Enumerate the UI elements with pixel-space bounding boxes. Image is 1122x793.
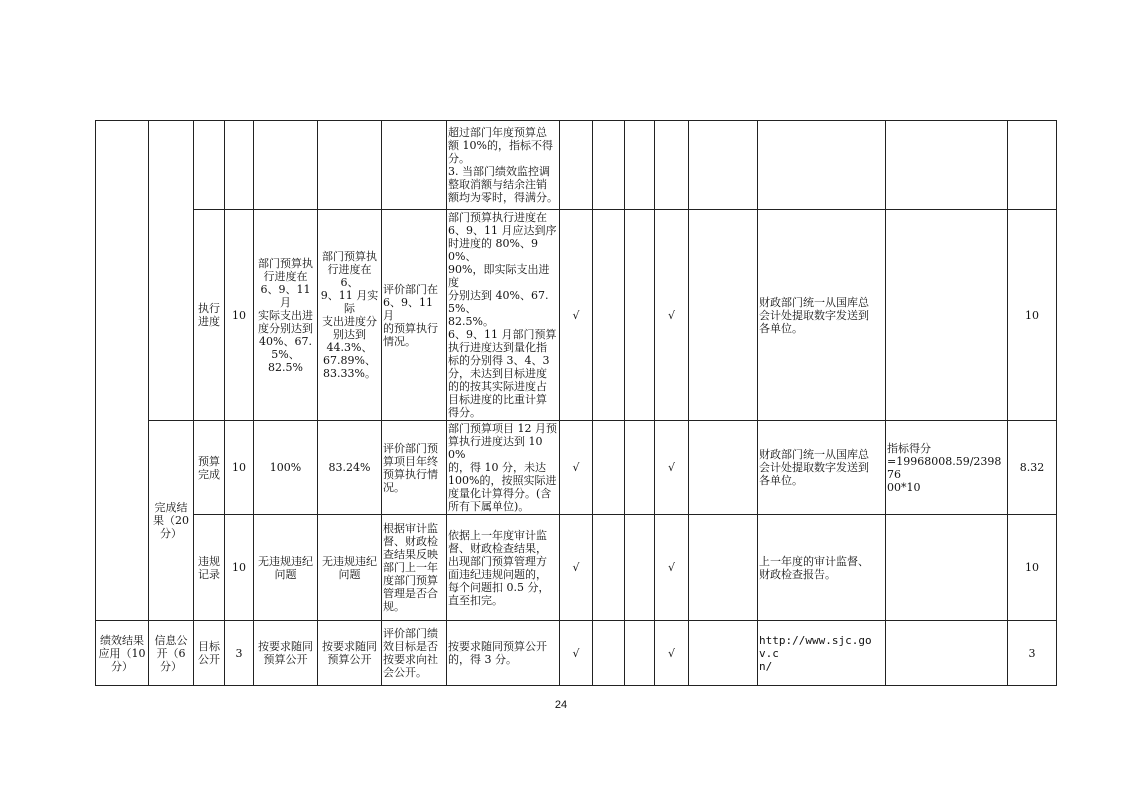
score-cell: 10 — [1008, 210, 1057, 421]
check-col-1 — [560, 121, 593, 210]
check-mark: √ — [655, 621, 689, 686]
actual-cell — [318, 121, 382, 210]
table-row — [96, 210, 1057, 421]
weight-cell: 10 — [225, 210, 254, 421]
target-cell: 100% — [254, 421, 318, 515]
check-mark: √ — [560, 621, 593, 686]
level2-cell: 信息公 开（6 分） — [149, 621, 194, 686]
level3-cell — [194, 121, 225, 210]
weight-cell: 10 — [225, 515, 254, 621]
source-cell: 财政部门统一从国库总 会计处提取数字发送到 各单位。 — [758, 210, 886, 421]
table-row — [96, 515, 1057, 621]
level2-cell: 完成结 果（20 分） — [149, 421, 194, 621]
evaluation-table — [95, 120, 1057, 686]
indicator-cell: 目标公开 — [194, 621, 225, 686]
weight-cell: 3 — [225, 621, 254, 686]
desc-cell: 评价部门在 6、9、11 月 的预算执行 情况。 — [382, 210, 447, 421]
check-col-2 — [593, 621, 625, 686]
table-row — [96, 621, 1057, 686]
check-col-3 — [625, 210, 655, 421]
check-col-5 — [689, 421, 758, 515]
check-col-2 — [593, 121, 625, 210]
method-cell: 依据上一年度审计监 督、财政检查结果， 出现部门预算管理方 面违纪违规问题的， 每个问题扣 0.5 分， 直至扣完。 — [447, 515, 560, 621]
weight-cell: 10 — [225, 421, 254, 515]
actual-cell: 无违规违纪 问题 — [318, 515, 382, 621]
source-cell — [758, 121, 886, 210]
score-cell: 8.32 — [1008, 421, 1057, 515]
weight-cell — [225, 121, 254, 210]
source-cell: 上一年度的审计监督、 财政检查报告。 — [758, 515, 886, 621]
target-cell: 无违规违纪 问题 — [254, 515, 318, 621]
indicator-cell: 违规记录 — [194, 515, 225, 621]
check-col-5 — [689, 515, 758, 621]
method-cell: 部门预算项目 12 月预 算执行进度达到 100% 的，得 10 分，未达 100%的，按照实际进 度量化计算得分。(含 所有下属单位)。 — [447, 421, 560, 515]
actual-cell: 按要求随同 预算公开 — [318, 621, 382, 686]
check-mark: √ — [655, 515, 689, 621]
check-mark: √ — [560, 515, 593, 621]
check-mark: √ — [655, 210, 689, 421]
score-cell — [1008, 121, 1057, 210]
method-cell: 部门预算执行进度在 6、9、11 月应达到序 时进度的 80%、90%、 90%，即实际支出进度 分别达到 40%、67.5%、 82.5%。 6、9、11 月部门预算 执行进度达到量化指 标的分别得 3、4、3 分，未达到目标进度 的的按其实际进度占 目标进度的比重计算 得分。 — [447, 210, 560, 421]
calc-cell — [886, 210, 1008, 421]
score-cell: 3 — [1008, 621, 1057, 686]
check-col-5 — [689, 621, 758, 686]
desc-cell: 根据审计监 督、财政检 查结果反映 部门上一年 度部门预算 管理是否合 规。 — [382, 515, 447, 621]
check-col-3 — [625, 421, 655, 515]
method-cell: 按要求随同预算公开 的，得 3 分。 — [447, 621, 560, 686]
check-col-5 — [689, 210, 758, 421]
target-cell: 部门预算执 行进度在 6、9、11 月 实际支出进 度分别达到 40%、67.5%、 82.5% — [254, 210, 318, 421]
check-mark: √ — [655, 421, 689, 515]
score-cell: 10 — [1008, 515, 1057, 621]
actual-cell: 83.24% — [318, 421, 382, 515]
target-cell — [254, 121, 318, 210]
table-row — [96, 421, 1057, 515]
source-url: http://www.sjc.gov.c n/ — [758, 621, 886, 686]
check-col-2 — [593, 210, 625, 421]
check-col-2 — [593, 515, 625, 621]
check-mark: √ — [560, 210, 593, 421]
check-col-3 — [625, 515, 655, 621]
target-cell: 按要求随同 预算公开 — [254, 621, 318, 686]
check-col-3 — [625, 121, 655, 210]
method-cell: 超过部门年度预算总 额 10%的，指标不得 分。 3. 当部门绩效监控调 整取消额与结余注销 额均为零时，得满分。 — [447, 121, 560, 210]
desc-cell: 评价部门预 算项目年终 预算执行情 况。 — [382, 421, 447, 515]
calc-cell — [886, 621, 1008, 686]
level1-cell-empty — [96, 121, 149, 621]
table-row — [96, 121, 1057, 210]
desc-cell: 评价部门绩 效目标是否 按要求向社 会公开。 — [382, 621, 447, 686]
level1-cell: 绩效结果 应用（10 分） — [96, 621, 149, 686]
calc-cell — [886, 515, 1008, 621]
indicator-cell: 预算完成 — [194, 421, 225, 515]
check-col-4 — [655, 121, 689, 210]
level2-cell-empty — [149, 121, 194, 421]
check-col-2 — [593, 421, 625, 515]
calc-cell: 指标得分 =19968008.59/239876 00*10 — [886, 421, 1008, 515]
desc-cell — [382, 121, 447, 210]
source-cell: 财政部门统一从国库总 会计处提取数字发送到 各单位。 — [758, 421, 886, 515]
actual-cell: 部门预算执 行进度在 6、 9、11 月实际 支出进度分 别达到 44.3%、 67.89%、 83.33%。 — [318, 210, 382, 421]
calc-cell — [886, 121, 1008, 210]
check-col-3 — [625, 621, 655, 686]
check-mark: √ — [560, 421, 593, 515]
indicator-cell: 执行进度 — [194, 210, 225, 421]
page-number: 24 — [554, 699, 568, 711]
check-col-5 — [689, 121, 758, 210]
